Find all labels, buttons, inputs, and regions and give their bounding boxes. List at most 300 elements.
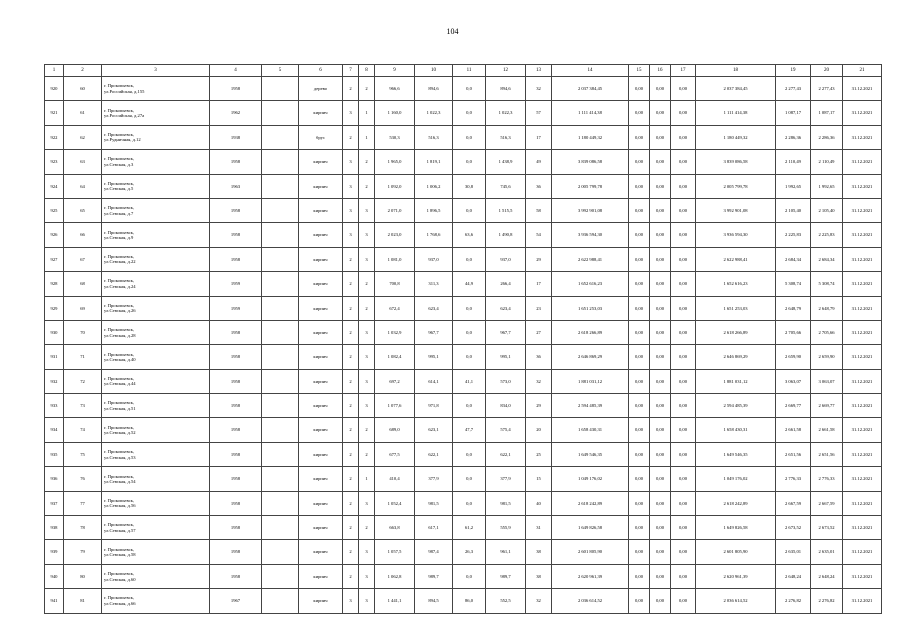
- table-cell: 1958: [210, 394, 262, 418]
- table-cell: 2 286,36: [776, 125, 811, 149]
- table-cell: 31.12.2021: [843, 247, 882, 271]
- table-cell: 622,1: [415, 442, 453, 466]
- table-cell: [262, 516, 299, 540]
- table-cell: 0,00: [671, 101, 696, 125]
- table-cell: 0,00: [650, 247, 671, 271]
- table-cell: 3: [359, 223, 375, 247]
- table-cell: 41,1: [453, 369, 486, 393]
- table-cell: 2 705,66: [811, 320, 843, 344]
- table-cell: 1 652 616,23: [552, 272, 629, 296]
- table-cell: 25: [526, 442, 552, 466]
- table-cell: 0,00: [650, 394, 671, 418]
- table-cell: 0,00: [671, 564, 696, 588]
- table-cell: 2: [359, 150, 375, 174]
- table-cell: кирпич: [299, 174, 343, 198]
- table-cell: 937: [45, 491, 64, 515]
- address-cell: г. Прокопьевск, ул.Севская, д.52: [102, 418, 210, 442]
- table-cell: 78: [64, 516, 102, 540]
- table-cell: 3: [359, 320, 375, 344]
- address-cell: г. Прокопьевск, ул.Севская, д.57: [102, 516, 210, 540]
- table-cell: 0,00: [671, 296, 696, 320]
- table-cell: кирпич: [299, 296, 343, 320]
- table-cell: 0,0: [453, 345, 486, 369]
- table-cell: 3: [343, 198, 359, 222]
- table-cell: 1958: [210, 491, 262, 515]
- table-cell: 0,00: [671, 491, 696, 515]
- table-row: [45, 540, 882, 564]
- table-cell: 677,5: [375, 442, 415, 466]
- table-cell: 923: [45, 150, 64, 174]
- table-cell: 1 022,3: [486, 101, 526, 125]
- table-cell: 72: [64, 369, 102, 393]
- table-cell: 2 277,43: [776, 77, 811, 101]
- table-cell: 1 658 430,31: [552, 418, 629, 442]
- table-cell: 1958: [210, 516, 262, 540]
- table-cell: 1 649 826,58: [552, 516, 629, 540]
- column-number-cell: 1: [45, 65, 64, 77]
- table-row: [45, 491, 882, 515]
- table-cell: 3: [343, 101, 359, 125]
- table-cell: 2 635,01: [811, 540, 843, 564]
- table-cell: 0,00: [671, 223, 696, 247]
- column-number-cell: 9: [375, 65, 415, 77]
- table-cell: 40: [526, 491, 552, 515]
- table-cell: 23: [526, 296, 552, 320]
- table-cell: 44,9: [453, 272, 486, 296]
- column-number-cell: 12: [486, 65, 526, 77]
- table-cell: 530,3: [375, 125, 415, 149]
- table-cell: 31.12.2021: [843, 369, 882, 393]
- table-cell: 60: [64, 77, 102, 101]
- table-cell: 938: [45, 516, 64, 540]
- table-cell: [262, 442, 299, 466]
- table-cell: 0,00: [671, 418, 696, 442]
- table-cell: [262, 125, 299, 149]
- table-cell: 31.12.2021: [843, 540, 882, 564]
- table-cell: [262, 589, 299, 613]
- housing-register-table: [44, 64, 882, 614]
- address-cell: г. Прокопьевск, ул.Севская, д.40: [102, 345, 210, 369]
- table-cell: 894,5: [415, 589, 453, 613]
- table-cell: 1 515,5: [486, 198, 526, 222]
- table-cell: 0,00: [671, 247, 696, 271]
- table-cell: 31.12.2021: [843, 174, 882, 198]
- table-cell: 1958: [210, 150, 262, 174]
- table-cell: 2: [343, 516, 359, 540]
- table-cell: 622,1: [486, 442, 526, 466]
- table-cell: 2: [343, 442, 359, 466]
- table-cell: 3: [359, 491, 375, 515]
- table-cell: 1 081,0: [375, 247, 415, 271]
- table-cell: 2 648,24: [811, 564, 843, 588]
- table-cell: 689,0: [375, 418, 415, 442]
- table-row: [45, 174, 882, 198]
- table-cell: 0,00: [629, 394, 650, 418]
- table-cell: 15: [526, 467, 552, 491]
- table-cell: 922: [45, 125, 64, 149]
- table-cell: 2 705,66: [776, 320, 811, 344]
- table-row: [45, 125, 882, 149]
- table-cell: 0,00: [650, 467, 671, 491]
- table-cell: 74: [64, 418, 102, 442]
- table-cell: 0,0: [453, 491, 486, 515]
- table-cell: 75: [64, 442, 102, 466]
- table-cell: 81: [64, 589, 102, 613]
- table-cell: 2: [343, 247, 359, 271]
- table-cell: 3: [359, 247, 375, 271]
- table-cell: 2 618 242,89: [552, 491, 629, 515]
- table-cell: 1962: [210, 101, 262, 125]
- table-cell: кирпич: [299, 394, 343, 418]
- table-cell: 2 225,83: [811, 223, 843, 247]
- table-cell: 79: [64, 540, 102, 564]
- table-cell: 1 077,6: [375, 394, 415, 418]
- column-number-cell: 3: [102, 65, 210, 77]
- table-cell: 0,00: [629, 296, 650, 320]
- table-cell: [262, 564, 299, 588]
- table-cell: 0,00: [629, 320, 650, 344]
- table-cell: 31.12.2021: [843, 223, 882, 247]
- table-cell: 1 768,6: [415, 223, 453, 247]
- table-cell: 3 063,07: [776, 369, 811, 393]
- table-cell: 76: [64, 467, 102, 491]
- table-cell: 939: [45, 540, 64, 564]
- table-cell: 63: [64, 150, 102, 174]
- table-cell: 86,0: [453, 589, 486, 613]
- table-cell: 0,0: [453, 320, 486, 344]
- table-cell: 0,0: [453, 296, 486, 320]
- table-cell: 31.12.2021: [843, 467, 882, 491]
- table-cell: 3 992 901,08: [696, 198, 776, 222]
- table-cell: 2 037 384,45: [552, 77, 629, 101]
- table-cell: 17: [526, 125, 552, 149]
- table-cell: 1: [359, 125, 375, 149]
- table-cell: 3: [359, 540, 375, 564]
- table-cell: 31.12.2021: [843, 272, 882, 296]
- table-cell: кирпич: [299, 369, 343, 393]
- table-cell: 2: [343, 394, 359, 418]
- table-cell: 0,00: [629, 272, 650, 296]
- table-row: [45, 394, 882, 418]
- table-cell: 0,00: [650, 198, 671, 222]
- table-cell: 552,5: [486, 589, 526, 613]
- table-cell: 971,8: [415, 394, 453, 418]
- table-cell: 36: [526, 174, 552, 198]
- table-cell: [262, 247, 299, 271]
- table-cell: 2 659,90: [811, 345, 843, 369]
- table-cell: 31.12.2021: [843, 77, 882, 101]
- table-cell: 894,6: [415, 77, 453, 101]
- table-cell: 0,00: [650, 491, 671, 515]
- table-cell: 2: [343, 418, 359, 442]
- table-cell: кирпич: [299, 223, 343, 247]
- table-cell: 2 601 805,90: [696, 540, 776, 564]
- table-cell: 989,7: [415, 564, 453, 588]
- column-number-cell: 11: [453, 65, 486, 77]
- table-cell: 32: [526, 77, 552, 101]
- table-cell: 928: [45, 272, 64, 296]
- table-cell: 0,00: [650, 540, 671, 564]
- table-cell: 31.12.2021: [843, 491, 882, 515]
- table-cell: 2: [343, 564, 359, 588]
- table-cell: 1 965,0: [375, 150, 415, 174]
- table-cell: 2 776,33: [776, 467, 811, 491]
- table-row: [45, 247, 882, 271]
- table-cell: 2 684,34: [811, 247, 843, 271]
- column-number-cell: 15: [629, 65, 650, 77]
- table-cell: 0,0: [453, 101, 486, 125]
- table-cell: 937,0: [415, 247, 453, 271]
- table-cell: 1958: [210, 564, 262, 588]
- table-cell: 0,0: [453, 77, 486, 101]
- table-cell: 623,4: [415, 296, 453, 320]
- table-cell: 31.12.2021: [843, 564, 882, 588]
- table-cell: 61: [64, 101, 102, 125]
- table-row: [45, 564, 882, 588]
- table-cell: 1958: [210, 540, 262, 564]
- table-cell: 1: [359, 101, 375, 125]
- table-cell: 1 032,9: [375, 320, 415, 344]
- address-cell: г. Прокопьевск, ул.Севская, д.51: [102, 394, 210, 418]
- table-cell: 933: [45, 394, 64, 418]
- table-cell: 961,1: [486, 540, 526, 564]
- table-cell: 2: [359, 272, 375, 296]
- table-cell: 2 648,79: [811, 296, 843, 320]
- table-cell: 0,00: [671, 150, 696, 174]
- table-cell: 1958: [210, 198, 262, 222]
- table-cell: 57: [526, 101, 552, 125]
- table-cell: 80: [64, 564, 102, 588]
- table-cell: 1958: [210, 320, 262, 344]
- table-cell: кирпич: [299, 516, 343, 540]
- table-cell: 31.12.2021: [843, 198, 882, 222]
- table-cell: 29: [526, 247, 552, 271]
- table-cell: 937,0: [486, 247, 526, 271]
- table-cell: 2: [343, 369, 359, 393]
- table-cell: 3 936 594,30: [552, 223, 629, 247]
- table-cell: 3: [343, 150, 359, 174]
- table-cell: 2 594 485,39: [552, 394, 629, 418]
- table-cell: 2 110,49: [811, 150, 843, 174]
- table-cell: 2 620 961,39: [696, 564, 776, 588]
- table-cell: кирпич: [299, 467, 343, 491]
- column-number-cell: 7: [343, 65, 359, 77]
- table-cell: 3 839 086,58: [552, 150, 629, 174]
- table-cell: 1 651 253,03: [696, 296, 776, 320]
- table-cell: 989,7: [486, 564, 526, 588]
- table-cell: 2 651,56: [811, 442, 843, 466]
- table-cell: 2 648,24: [776, 564, 811, 588]
- table-row: [45, 369, 882, 393]
- table-cell: 0,00: [671, 442, 696, 466]
- table-cell: 1 896,5: [415, 198, 453, 222]
- address-cell: г. Прокопьевск, ул.Севская, д.28: [102, 320, 210, 344]
- table-cell: [262, 150, 299, 174]
- table-cell: 31.12.2021: [843, 589, 882, 613]
- table-cell: 2: [343, 491, 359, 515]
- table-cell: 1958: [210, 345, 262, 369]
- table-cell: 0,00: [671, 540, 696, 564]
- table-cell: кирпич: [299, 442, 343, 466]
- table-cell: 2: [359, 516, 375, 540]
- table-cell: 1 111 414,38: [552, 101, 629, 125]
- address-cell: г. Прокопьевск, ул.Севская, д.7: [102, 198, 210, 222]
- table-cell: 3: [359, 369, 375, 393]
- table-cell: 0,00: [650, 174, 671, 198]
- column-number-cell: 10: [415, 65, 453, 77]
- table-cell: 2 776,33: [811, 467, 843, 491]
- address-cell: г. Прокопьевск, ул.Рудничная, д.12: [102, 125, 210, 149]
- table-cell: 17: [526, 272, 552, 296]
- table-cell: 2 036 614,52: [552, 589, 629, 613]
- table-cell: 1: [359, 467, 375, 491]
- table-cell: 0,00: [650, 369, 671, 393]
- column-number-cell: 16: [650, 65, 671, 77]
- table-cell: 2: [343, 296, 359, 320]
- address-cell: г. Прокопьевск, ул.Севская, д.26: [102, 296, 210, 320]
- table-cell: 31: [526, 516, 552, 540]
- table-cell: 3 839 086,58: [696, 150, 776, 174]
- table-cell: 1 006,2: [415, 174, 453, 198]
- table-cell: 0,00: [671, 394, 696, 418]
- table-row: [45, 198, 882, 222]
- table-cell: 2 037 384,45: [696, 77, 776, 101]
- table-cell: 1 111 414,38: [696, 101, 776, 125]
- table-cell: 0,00: [629, 174, 650, 198]
- table-cell: 0,00: [650, 125, 671, 149]
- table-cell: 2: [359, 174, 375, 198]
- table-cell: 77: [64, 491, 102, 515]
- table-cell: 663,8: [375, 516, 415, 540]
- table-cell: 934: [45, 418, 64, 442]
- table-cell: 0,00: [650, 345, 671, 369]
- table-cell: 31.12.2021: [843, 394, 882, 418]
- table-cell: кирпич: [299, 418, 343, 442]
- table-cell: 2 023,0: [375, 223, 415, 247]
- table-cell: брус: [299, 125, 343, 149]
- table-cell: 1 992,65: [811, 174, 843, 198]
- table-cell: [262, 223, 299, 247]
- table-cell: 924: [45, 174, 64, 198]
- table-cell: 2 661,58: [811, 418, 843, 442]
- table-cell: 3: [343, 174, 359, 198]
- address-cell: г. Прокопьевск, ул.Севская, д.54: [102, 467, 210, 491]
- table-cell: 0,0: [453, 442, 486, 466]
- table-cell: 1958: [210, 223, 262, 247]
- table-cell: 63,6: [453, 223, 486, 247]
- table-cell: 1 992,65: [776, 174, 811, 198]
- table-cell: 745,6: [486, 174, 526, 198]
- table-cell: 31.12.2021: [843, 345, 882, 369]
- address-cell: г. Прокопьевск, ул.Российская, д.27а: [102, 101, 210, 125]
- table-cell: 27: [526, 320, 552, 344]
- table-cell: 26,3: [453, 540, 486, 564]
- table-cell: 2 276,82: [811, 589, 843, 613]
- table-cell: 2 071,0: [375, 198, 415, 222]
- table-cell: 1 049 176,02: [696, 467, 776, 491]
- table-cell: 31.12.2021: [843, 418, 882, 442]
- table-row: [45, 101, 882, 125]
- table-cell: 966,6: [375, 77, 415, 101]
- table-cell: 2 105,40: [776, 198, 811, 222]
- table-cell: 925: [45, 198, 64, 222]
- table-cell: 981,5: [415, 491, 453, 515]
- table-cell: 2 669,77: [811, 394, 843, 418]
- table-cell: 1958: [210, 442, 262, 466]
- table-cell: 31.12.2021: [843, 150, 882, 174]
- table-cell: 2 601 805,90: [552, 540, 629, 564]
- table-cell: 1938: [210, 125, 262, 149]
- table-cell: 929: [45, 296, 64, 320]
- table-cell: 1 180 449,32: [696, 125, 776, 149]
- table-cell: 2 673,52: [776, 516, 811, 540]
- table-cell: 0,0: [453, 198, 486, 222]
- table-cell: 65: [64, 198, 102, 222]
- table-cell: 0,00: [650, 150, 671, 174]
- table-cell: 2 622 988,41: [552, 247, 629, 271]
- table-row: [45, 272, 882, 296]
- table-cell: 0,00: [671, 345, 696, 369]
- table-cell: 1 881 031,12: [696, 369, 776, 393]
- address-cell: г. Прокопьевск, ул.Севская, д.22: [102, 247, 210, 271]
- column-number-cell: 6: [299, 65, 343, 77]
- table-cell: 31.12.2021: [843, 296, 882, 320]
- table-cell: 1958: [210, 247, 262, 271]
- table-cell: 0,00: [629, 491, 650, 515]
- table-cell: 0,00: [671, 320, 696, 344]
- table-cell: 1967: [210, 589, 262, 613]
- table-cell: 2 276,82: [776, 589, 811, 613]
- table-cell: 2: [343, 77, 359, 101]
- table-cell: 1 092,0: [375, 174, 415, 198]
- table-cell: 0,00: [650, 589, 671, 613]
- table-cell: 2: [343, 320, 359, 344]
- table-cell: 0,00: [629, 589, 650, 613]
- table-cell: 69: [64, 296, 102, 320]
- table-row: [45, 150, 882, 174]
- column-number-cell: 17: [671, 65, 696, 77]
- table-cell: 31.12.2021: [843, 101, 882, 125]
- table-cell: 0,00: [629, 125, 650, 149]
- table-cell: 2 618 266,89: [552, 320, 629, 344]
- page-number: 104: [446, 27, 459, 36]
- table-cell: 1958: [210, 369, 262, 393]
- table-cell: 2: [343, 345, 359, 369]
- table-cell: 3: [359, 564, 375, 588]
- table-cell: 935: [45, 442, 64, 466]
- table-cell: [262, 345, 299, 369]
- column-number-cell: 18: [696, 65, 776, 77]
- table-cell: 377,9: [486, 467, 526, 491]
- table-cell: 0,00: [629, 247, 650, 271]
- table-cell: [262, 320, 299, 344]
- table-cell: 377,9: [415, 467, 453, 491]
- table-cell: 1 819,1: [415, 150, 453, 174]
- table-cell: 3 992 901,08: [552, 198, 629, 222]
- table-cell: 1 652 616,23: [696, 272, 776, 296]
- table-cell: дерево: [299, 77, 343, 101]
- table-cell: 410,4: [375, 467, 415, 491]
- table-cell: 2 667,59: [776, 491, 811, 515]
- table-cell: 2 635,01: [776, 540, 811, 564]
- table-cell: 920: [45, 77, 64, 101]
- table-cell: 0,00: [671, 198, 696, 222]
- table-cell: 2 618 242,89: [696, 491, 776, 515]
- table-cell: 0,00: [650, 418, 671, 442]
- table-cell: кирпич: [299, 564, 343, 588]
- table-cell: 38: [526, 540, 552, 564]
- table-cell: 0,00: [671, 589, 696, 613]
